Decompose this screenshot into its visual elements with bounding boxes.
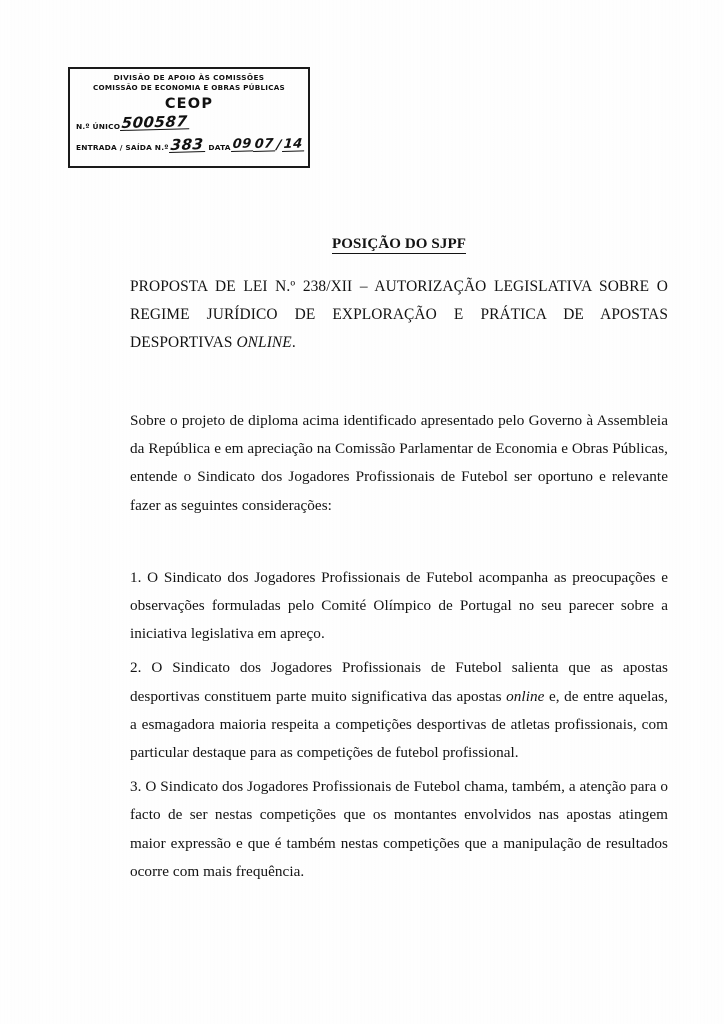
stamp-date-month: 07: [253, 136, 275, 153]
stamp-division-line: DIVISÃO DE APOIO ÀS COMISSÕES: [113, 73, 265, 82]
stamp-entry-value: 383: [169, 134, 204, 154]
page-title: [130, 236, 668, 253]
item-2-online: online: [506, 687, 545, 705]
intro-paragraph: Sobre o projeto de diploma acima identificado apresentado pelo Governo à Assembleia da República e em apreciação na Comissão Parlamentar de Economia e Obras Públicas, entende o Sindicato dos Jogadores Profissionais de Futebol ser oportuno e relevante fazer as seguintes considerações:: [130, 412, 668, 514]
proposal-title-period: .: [291, 334, 296, 351]
stamp-date-year: 14: [283, 136, 304, 153]
spacer-intro: [130, 357, 668, 407]
item-2-paragraph: [130, 654, 668, 767]
page-title-text: POSIÇÃO DO SJPF: [331, 236, 466, 252]
item-2-text-a: 2. O Sindicato dos Jogadores Profissionais de Futebol salienta que as apostas desportivas constituem parte muito significativa das apostas: [130, 659, 668, 705]
proposal-title-online: ONLINE: [236, 334, 292, 351]
stamp-date-separator: /: [275, 138, 283, 154]
stamp-acronym: CEOP: [164, 95, 214, 112]
spacer-items: [130, 520, 668, 564]
stamp-unique-number-value: 500587: [121, 112, 189, 133]
stamp-unique-number-label: N.º ÚNICO: [76, 121, 121, 131]
stamp-commission-line: COMISSÃO DE ECONOMIA E OBRAS PÚBLICAS: [93, 83, 285, 93]
document-body: [130, 0, 668, 886]
stamp-entry-label: ENTRADA / SAÍDA N.º: [76, 142, 169, 152]
item-3-paragraph: 3. O Sindicato dos Jogadores Profissionais de Futebol chama, também, a atenção para o facto de ser nestas competições que os montantes envolvidos nas apostas atingem maior expressão e que é também nestas competições que a manipulação de resultados ocorre com mais frequência.: [130, 778, 668, 880]
stamp-date-day: 09: [231, 136, 253, 153]
proposal-title: [130, 273, 668, 357]
proposal-title-main: PROPOSTA DE LEI N.º 238/XII – AUTORIZAÇÃO LEGISLATIVA SOBRE O REGIME JURÍDICO DE EXPLORAÇÃO E PRÁTICA DE APOSTAS DESPORTIVAS: [130, 278, 668, 351]
stamp-date-label: DATA: [208, 142, 231, 152]
item-1-paragraph: 1. O Sindicato dos Jogadores Profissionais de Futebol acompanha as preocupações e observações formuladas pelo Comité Olímpico de Portugal no seu parecer sobre a iniciativa legislativa em apreço.: [130, 568, 668, 643]
item-2-text-b: e, de entre aquelas, a esmagadora maioria respeita a competições desportivas de atletas profissionais, com particular destaque para as competições de futebol profissional.: [130, 687, 668, 762]
